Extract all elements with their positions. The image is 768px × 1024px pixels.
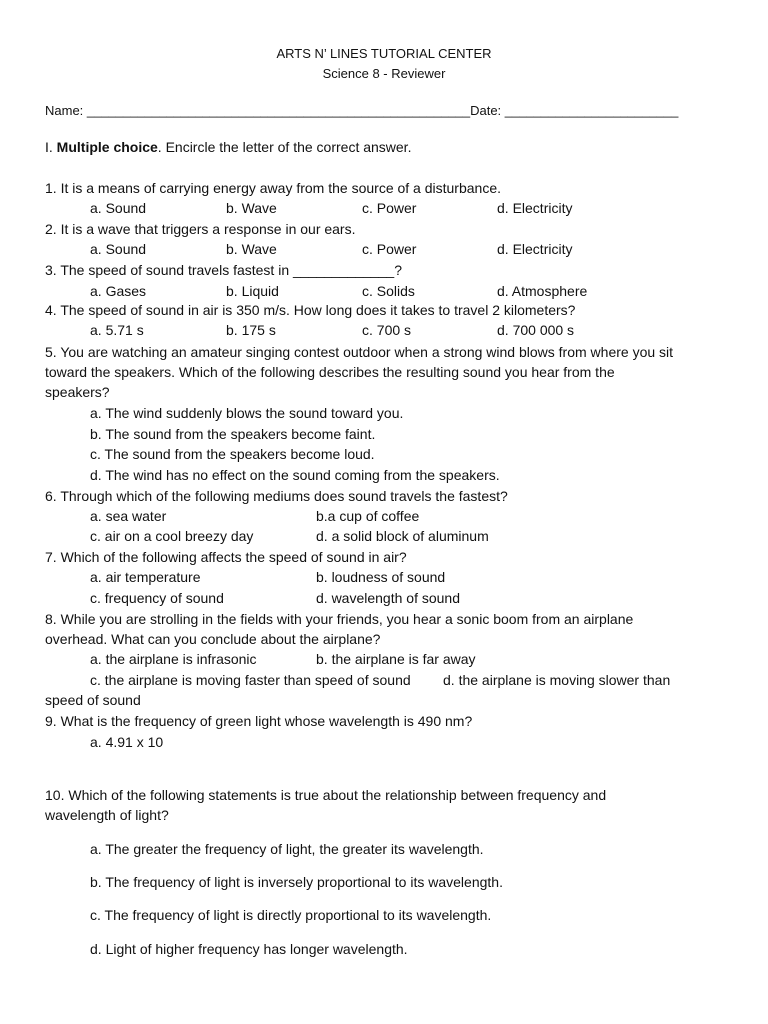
q3-option-c: c. Solids bbox=[362, 283, 415, 299]
q2-option-d: d. Electricity bbox=[497, 241, 573, 257]
q8-option-a: a. the airplane is infrasonic bbox=[90, 651, 257, 667]
q6-option-b: b.a cup of coffee bbox=[316, 508, 420, 524]
section-title: Multiple choice bbox=[56, 139, 158, 155]
question-1: 1. It is a means of carrying energy away from the source of a disturbance. bbox=[45, 180, 501, 196]
q8-option-c: c. the airplane is moving faster than speed of sound bbox=[90, 672, 411, 688]
question-8-line-2: overhead. What can you conclude about the airplane? bbox=[45, 631, 381, 647]
q4-option-d: d. 700 000 s bbox=[497, 322, 575, 338]
reviewer-subtitle: Science 8 - Reviewer bbox=[322, 66, 446, 81]
q7-option-a: a. air temperature bbox=[90, 569, 201, 585]
question-7: 7. Which of the following affects the speed of sound in air? bbox=[45, 549, 407, 565]
section-numeral: I. bbox=[45, 139, 57, 155]
name-date-line: Name: _____________________________________________________Date: ________________________ bbox=[45, 103, 679, 118]
q5-option-b: b. The sound from the speakers become faint. bbox=[90, 426, 376, 442]
question-6: 6. Through which of the following mediums does sound travels the fastest? bbox=[45, 488, 508, 504]
q3-option-d: d. Atmosphere bbox=[497, 283, 588, 299]
question-10-line-2: wavelength of light? bbox=[45, 807, 169, 823]
q10-option-d: d. Light of higher frequency has longer wavelength. bbox=[90, 941, 408, 957]
question-8-line-1: 8. While you are strolling in the fields with your friends, you hear a sonic boom from an airplane bbox=[45, 611, 634, 627]
question-5-line-3: speakers? bbox=[45, 384, 110, 400]
q6-option-d: d. a solid block of aluminum bbox=[316, 528, 489, 544]
question-9: 9. What is the frequency of green light whose wavelength is 490 nm? bbox=[45, 713, 473, 729]
q5-option-a: a. The wind suddenly blows the sound toward you. bbox=[90, 405, 404, 421]
q10-option-b: b. The frequency of light is inversely proportional to its wavelength. bbox=[90, 874, 503, 890]
q2-option-a: a. Sound bbox=[90, 241, 147, 257]
q1-option-d: d. Electricity bbox=[497, 200, 573, 216]
q7-option-b: b. loudness of sound bbox=[316, 569, 446, 585]
question-10-line-1: 10. Which of the following statements is true about the relationship between frequency and bbox=[45, 787, 607, 803]
q4-option-a: a. 5.71 s bbox=[90, 322, 144, 338]
q9-option-a: a. 4.91 x 10 bbox=[90, 734, 164, 750]
q1-option-a: a. Sound bbox=[90, 200, 147, 216]
q6-option-a: a. sea water bbox=[90, 508, 167, 524]
question-5-line-1: 5. You are watching an amateur singing contest outdoor when a strong wind blows from where you sit bbox=[45, 344, 674, 360]
q8-option-d-continued: speed of sound bbox=[45, 692, 141, 708]
question-3: 3. The speed of sound travels fastest in _____________? bbox=[45, 262, 403, 278]
q6-option-c: c. air on a cool breezy day bbox=[90, 528, 254, 544]
q5-option-c: c. The sound from the speakers become loud. bbox=[90, 446, 375, 462]
q7-option-d: d. wavelength of sound bbox=[316, 590, 460, 606]
q7-option-c: c. frequency of sound bbox=[90, 590, 224, 606]
q1-option-b: b. Wave bbox=[226, 200, 277, 216]
section-heading bbox=[45, 139, 411, 155]
q5-option-d: d. The wind has no effect on the sound coming from the speakers. bbox=[90, 467, 500, 483]
question-5-line-2: toward the speakers. Which of the following describes the resulting sound you hear from the bbox=[45, 364, 615, 380]
section-instruction: . Encircle the letter of the correct answer. bbox=[157, 139, 412, 155]
q4-option-c: c. 700 s bbox=[362, 322, 412, 338]
q3-option-b: b. Liquid bbox=[226, 283, 279, 299]
q10-option-c: c. The frequency of light is directly proportional to its wavelength. bbox=[90, 907, 492, 923]
q2-option-c: c. Power bbox=[362, 241, 417, 257]
question-4: 4. The speed of sound in air is 350 m/s. How long does it takes to travel 2 kilometers? bbox=[45, 302, 576, 318]
center-name: ARTS N’ LINES TUTORIAL CENTER bbox=[276, 46, 492, 61]
q8-option-d: d. the airplane is moving slower than bbox=[443, 672, 671, 688]
q8-option-b: b. the airplane is far away bbox=[316, 651, 476, 667]
question-2: 2. It is a wave that triggers a response in our ears. bbox=[45, 221, 356, 237]
q4-option-b: b. 175 s bbox=[226, 322, 276, 338]
q1-option-c: c. Power bbox=[362, 200, 417, 216]
q3-option-a: a. Gases bbox=[90, 283, 147, 299]
q2-option-b: b. Wave bbox=[226, 241, 277, 257]
q10-option-a: a. The greater the frequency of light, the greater its wavelength. bbox=[90, 841, 484, 857]
